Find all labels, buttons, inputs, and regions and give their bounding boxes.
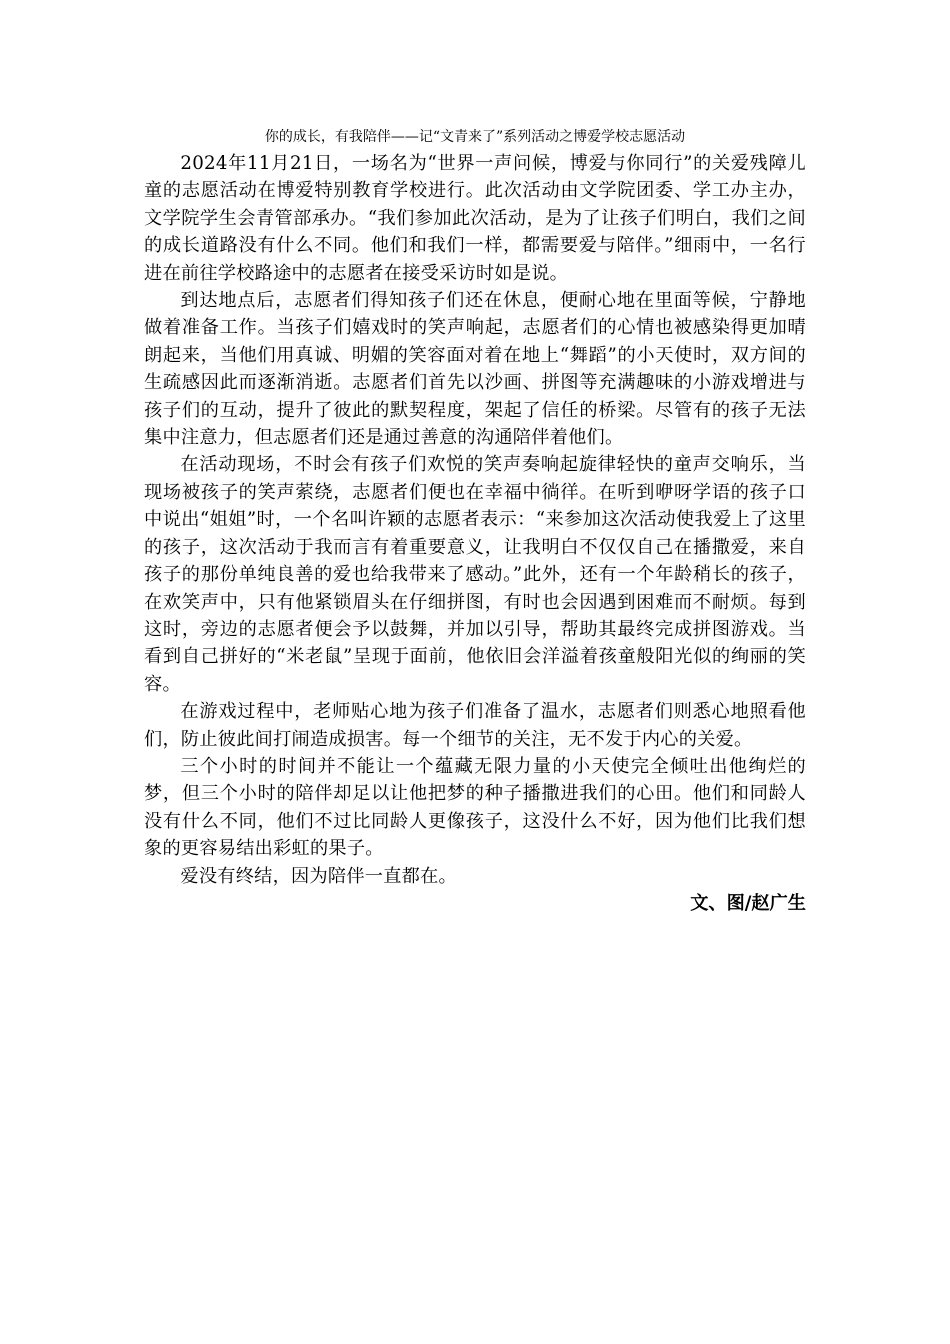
paragraph-1: 2024年11月21日，一场名为“世界一声问候，博爱与你同行”的关爱残障儿童的志愿活动在博爱特别教育学校进行。此次活动由文学院团委、学工办主办，文学院学生会青管部承办。“我们参加此次活动，是为了让孩子们明白，我们之间的成长道路没有什么不同。他们和我们一样，都需要爱与陪伴。”细雨中，一名行进在前往学校路途中的志愿者在接受采访时如是说。 bbox=[144, 153, 806, 284]
author-signature: 文、图/赵广生 bbox=[690, 892, 806, 914]
article-body bbox=[144, 124, 806, 917]
article-title: 你的成长，有我陪伴——记“文青来了”系列活动之博爱学校志愿活动 bbox=[264, 129, 686, 145]
paragraph-4: 在游戏过程中，老师贴心地为孩子们准备了温水，志愿者们则悉心地照看他们，防止彼此间打闹造成损害。每一个细节的关注，无不发于内心的关爱。 bbox=[144, 701, 806, 750]
paragraph-2: 到达地点后，志愿者们得知孩子们还在休息，便耐心地在里面等候，宁静地做着准备工作。当孩子们嬉戏时的笑声响起，志愿者们的心情也被感染得更加晴朗起来，当他们用真诚、明媚的笑容面对着在地上“舞蹈”的小天使时，双方间的生疏感因此而逐渐消逝。志愿者们首先以沙画、拼图等充满趣味的小游戏增进与孩子们的互动，提升了彼此的默契程度，架起了信任的桥梁。尽管有的孩子无法集中注意力，但志愿者们还是通过善意的沟通陪伴着他们。 bbox=[144, 290, 806, 449]
paragraph-6: 爱没有终结，因为陪伴一直都在。 bbox=[180, 865, 457, 887]
paragraph-5: 三个小时的时间并不能让一个蕴藏无限力量的小天使完全倾吐出他绚烂的梦，但三个小时的陪伴却足以让他把梦的种子播撒进我们的心田。他们和同龄人没有什么不同，他们不过比同龄人更像孩子，这没什么不好，因为他们比我们想象的更容易结出彩虹的果子。 bbox=[144, 755, 806, 860]
paragraph-3: 在活动现场，不时会有孩子们欢悦的笑声奏响起旋律轻快的童声交响乐，当现场被孩子的笑声萦绕，志愿者们便也在幸福中徜徉。在听到咿呀学语的孩子口中说出“姐姐”时，一个名叫许颖的志愿者表示：“来参加这次活动使我爱上了这里的孩子，这次活动于我而言有着重要意义，让我明白不仅仅自己在播撒爱，来自孩子的那份单纯良善的爱也给我带来了感动。”此外，还有一个年龄稍长的孩子，在欢笑声中，只有他紧锁眉头在仔细拼图，有时也会因遇到困难而不耐烦。每到这时，旁边的志愿者便会予以鼓舞，并加以引导，帮助其最终完成拼图游戏。当看到自己拼好的“米老鼠”呈现于面前，他依旧会洋溢着孩童般阳光似的绚丽的笑容。 bbox=[144, 454, 806, 695]
